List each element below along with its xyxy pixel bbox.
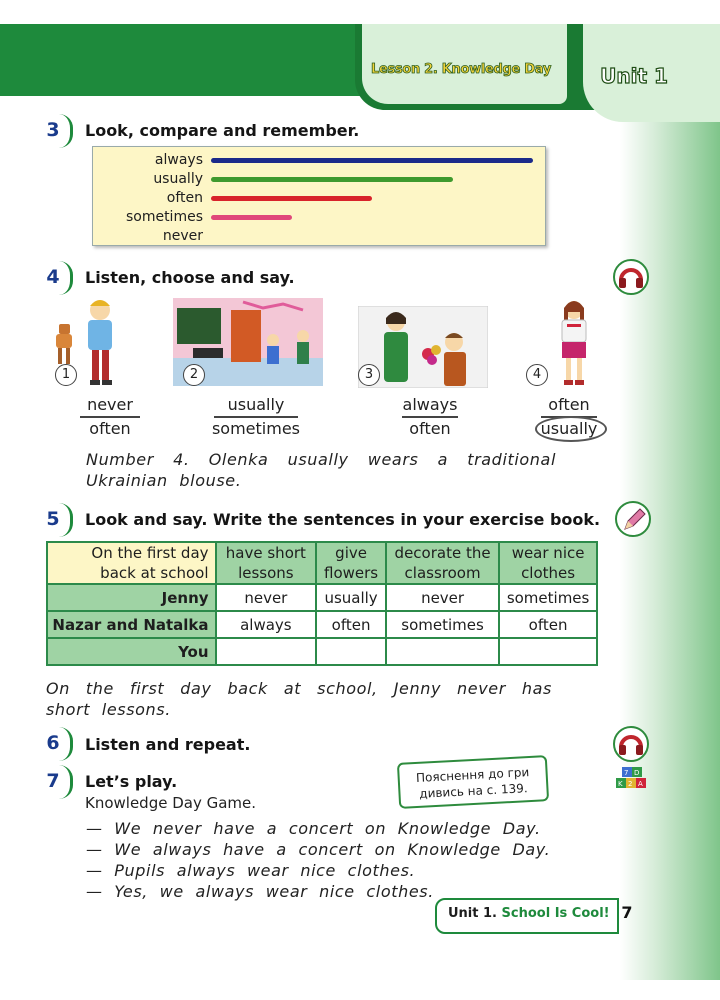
frequency-label: sometimes	[125, 209, 203, 225]
footer-unit: Unit 1.	[448, 906, 497, 921]
table-cell-empty[interactable]	[386, 638, 499, 665]
exercise-title: Listen, choose and say.	[85, 268, 295, 287]
choice-bottom[interactable]: often	[409, 419, 451, 438]
row-label: Jenny	[47, 584, 216, 611]
svg-text:K: K	[618, 780, 623, 788]
table-cell: usually	[316, 584, 386, 611]
table-cell: often	[499, 611, 597, 638]
dialogue-line: — We never have a concert on Knowledge Day.	[86, 819, 541, 838]
example-sentence: Number 4. Olenka usually wears a traditional Ukrainian blouse.	[86, 450, 556, 490]
exercise-number: 7	[42, 767, 72, 797]
frequency-table	[46, 541, 598, 666]
header-band	[0, 24, 370, 96]
frequency-bar	[211, 158, 533, 163]
note-box: Пояснення до гри дивись на с. 139.	[397, 755, 549, 809]
frequency-label: usually	[153, 171, 203, 187]
choice-bottom[interactable]: often	[89, 419, 131, 438]
exercise-number: 4	[42, 263, 72, 293]
footer-title	[448, 906, 610, 921]
frequency-label: never	[162, 228, 203, 244]
exercise-number: 6	[42, 729, 72, 759]
unit-label: Unit 1	[600, 64, 668, 88]
svg-text:2: 2	[628, 780, 633, 788]
table-cell: sometimes	[386, 611, 499, 638]
frequency-label: often	[166, 190, 203, 206]
choice-top[interactable]: often	[548, 395, 590, 414]
dialogue-line: — We always have a concert on Knowledge Day.	[86, 840, 551, 859]
table-header: wear nice clothes	[499, 542, 597, 584]
table-cell-empty[interactable]	[499, 638, 597, 665]
choice-divider	[214, 416, 298, 418]
row-label: Nazar and Natalka	[47, 611, 216, 638]
table-cell-empty[interactable]	[316, 638, 386, 665]
picture-number: 3	[358, 364, 380, 386]
picture-number: 1	[55, 364, 77, 386]
headphones-icon[interactable]	[612, 258, 650, 300]
frequency-bar	[211, 196, 372, 201]
lesson-title: Lesson 2. Knowledge Day	[370, 62, 552, 77]
picture-girl-in-blouse	[550, 296, 600, 388]
picture-number: 2	[183, 364, 205, 386]
frequency-bar	[211, 177, 453, 182]
footer-section-title: School Is Cool!	[501, 906, 610, 921]
choice-bottom-circled[interactable]: usually	[540, 419, 598, 438]
table-cell: sometimes	[499, 584, 597, 611]
exercise-subtitle: Knowledge Day Game.	[85, 794, 257, 812]
table-cell-empty[interactable]	[216, 638, 317, 665]
choice-divider	[402, 416, 458, 418]
headphones-icon[interactable]	[612, 725, 650, 767]
exercise-number: 3	[42, 116, 72, 146]
example-sentence: On the first day back at school, Jenny never has short lessons.	[46, 679, 552, 719]
choice-top[interactable]: always	[402, 395, 458, 414]
choice-top[interactable]: never	[87, 395, 133, 414]
exercise-title: Look, compare and remember.	[85, 121, 360, 140]
side-gradient-band	[620, 120, 720, 980]
table-header: have short lessons	[216, 542, 317, 584]
choice-divider	[80, 416, 140, 418]
table-row	[47, 638, 597, 665]
table-cell: always	[216, 611, 317, 638]
exercise-title: Let’s play.	[85, 772, 178, 791]
frequency-bar	[211, 215, 292, 220]
dialogue-line: — Pupils always wear nice clothes.	[86, 861, 416, 880]
table-cell: never	[386, 584, 499, 611]
exercise-title: Listen and repeat.	[85, 735, 251, 754]
table-header: decorate the classroom	[386, 542, 499, 584]
frequency-label: always	[154, 152, 203, 168]
table-row	[47, 584, 597, 611]
choice-bottom[interactable]: sometimes	[211, 419, 301, 438]
page-number: 7	[621, 903, 633, 922]
pencil-icon[interactable]	[614, 500, 652, 542]
table-cell: never	[216, 584, 317, 611]
frequency-chart-box	[92, 146, 546, 246]
answer-circle-mark	[535, 416, 607, 442]
exercise-number: 5	[42, 505, 72, 535]
choice-top[interactable]: usually	[227, 395, 285, 414]
table-cell: often	[316, 611, 386, 638]
row-label: You	[47, 638, 216, 665]
table-header: give flowers	[316, 542, 386, 584]
table-row	[47, 611, 597, 638]
blocks-icon[interactable]	[614, 766, 650, 800]
dialogue-line: — Yes, we always wear nice clothes.	[86, 882, 434, 901]
svg-text:7: 7	[624, 769, 629, 777]
table-corner-cell: On the first day back at school	[47, 542, 216, 584]
svg-text:A: A	[638, 780, 643, 788]
exercise-title: Look and say. Write the sentences in your exercise book.	[85, 510, 601, 529]
picture-number: 4	[526, 364, 548, 386]
svg-text:D: D	[634, 769, 640, 777]
